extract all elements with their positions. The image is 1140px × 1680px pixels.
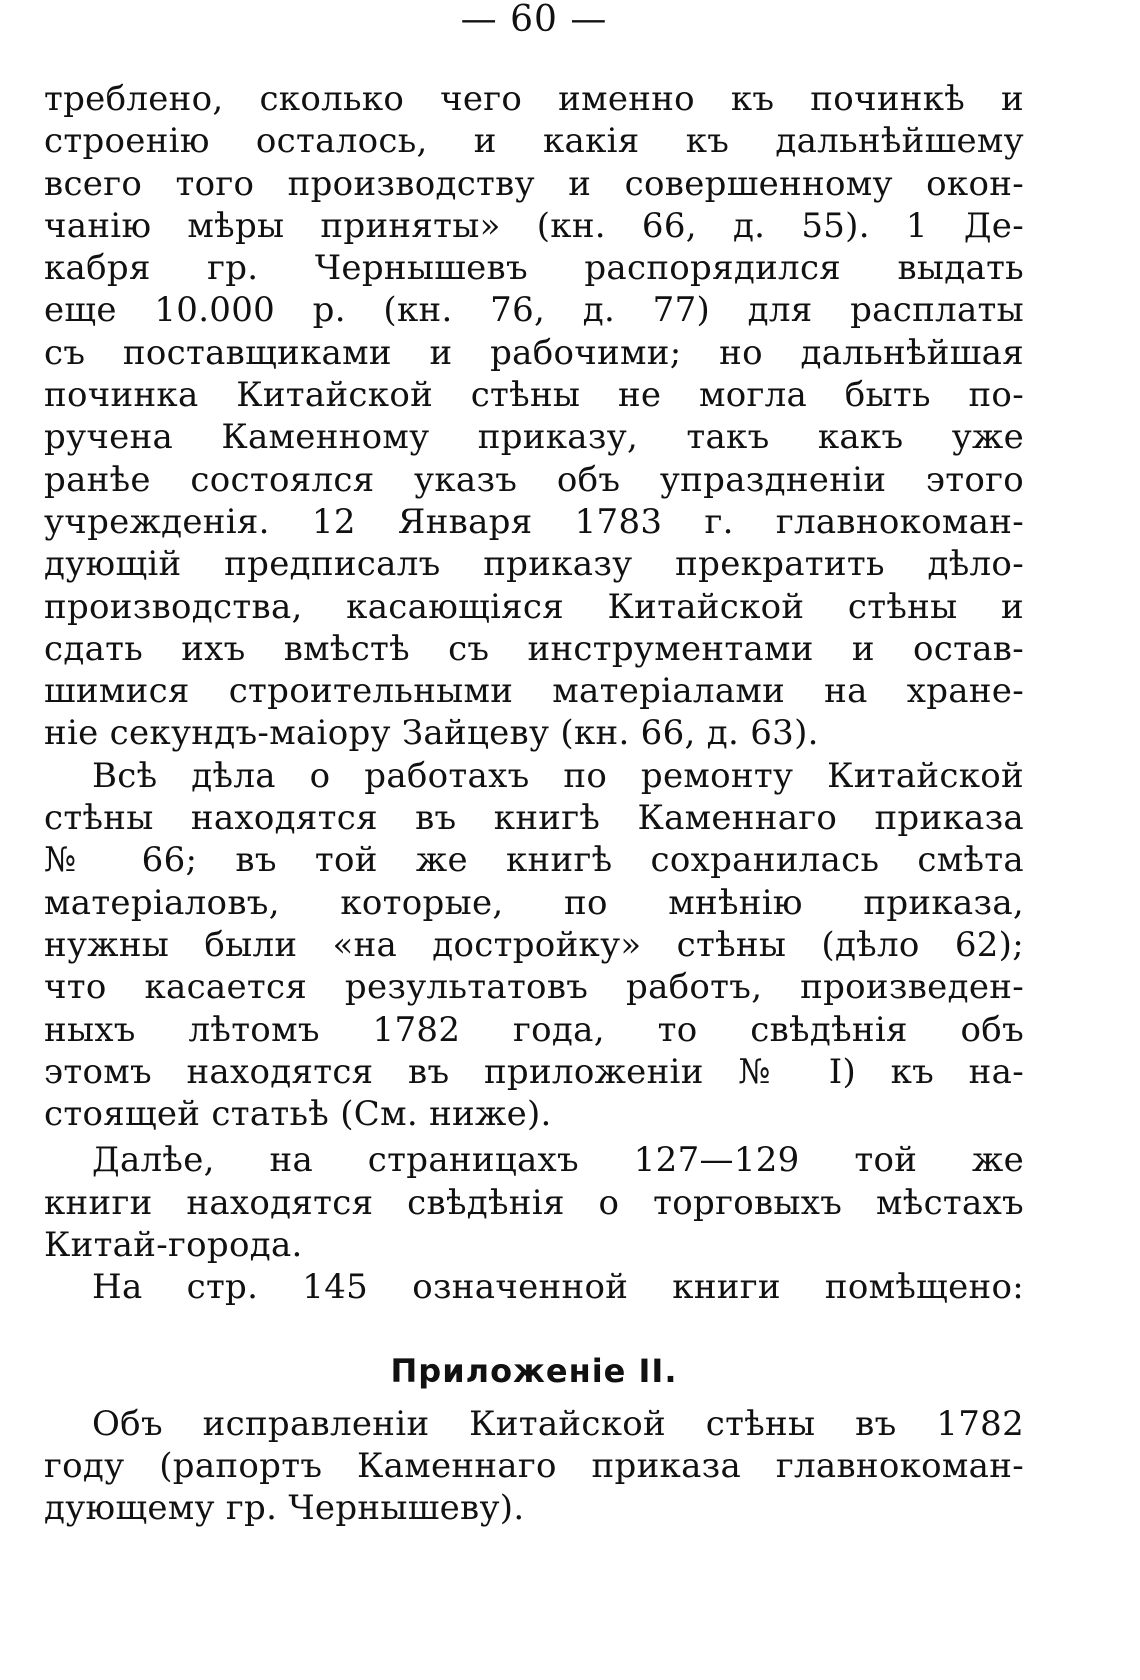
text-line: еще 10.000 р. (кн. 76, д. 77) для расплаты bbox=[44, 290, 1024, 331]
text-line: съ поставщиками и рабочими; но дальнѣйшая bbox=[44, 332, 1024, 373]
text-line: стѣны находятся въ книгѣ Каменнаго приказа bbox=[44, 798, 1024, 839]
paragraph bbox=[44, 755, 1024, 1136]
text-line: ранѣе состоялся указъ объ упраздненіи этого bbox=[44, 459, 1024, 500]
text-line: ныхъ лѣтомъ 1782 года, то свѣдѣнія объ bbox=[44, 1009, 1024, 1050]
appendix-heading: Приложеніе II. bbox=[390, 1351, 678, 1390]
text-line: треблено, сколько чего именно къ починкѣ и bbox=[44, 79, 1024, 119]
appendix-description bbox=[44, 1403, 1024, 1530]
text-line: книги находятся свѣдѣнія о торговыхъ мѣстахъ bbox=[44, 1182, 1024, 1223]
text-line: Далѣе, на страницахъ 127—129 той же bbox=[92, 1140, 1024, 1181]
text-line: строенію осталось, и какія къ дальнѣйшему bbox=[44, 121, 1024, 162]
text-line: производства, касающіяся Китайской стѣны и bbox=[44, 586, 1024, 627]
text-line: стоящей статьѣ (См. ниже). bbox=[44, 1094, 552, 1135]
text-line: матеріаловъ, которые, по мнѣнію приказа, bbox=[44, 882, 1024, 923]
paragraph bbox=[44, 1139, 1024, 1266]
text-line: дующему гр. Чернышеву). bbox=[44, 1488, 525, 1529]
book-page bbox=[44, 0, 1024, 1530]
text-line: На стр. 145 означенной книги помѣщено: bbox=[92, 1267, 1024, 1308]
text-line: году (рапортъ Каменнаго приказа главнокоман- bbox=[44, 1445, 1024, 1486]
text-line: всего того производству и совершенному окон- bbox=[44, 163, 1024, 204]
body-text bbox=[44, 78, 1024, 1309]
text-line: нужны были «на достройку» стѣны (дѣло 62); bbox=[44, 924, 1024, 965]
paragraph bbox=[44, 78, 1024, 755]
text-line: ніе секундъ-маіору Зайцеву (кн. 66, д. 63). bbox=[44, 713, 819, 754]
text-line: Китай-города. bbox=[44, 1225, 303, 1266]
text-line: дующій предписалъ приказу прекратить дѣло- bbox=[44, 544, 1024, 585]
text-line: этомъ находятся въ приложеніи № I) къ на- bbox=[44, 1051, 1024, 1092]
text-line: ручена Каменному приказу, такъ какъ уже bbox=[44, 417, 1024, 458]
text-line: починка Китайской стѣны не могла быть по- bbox=[44, 375, 1024, 416]
text-line: № 66; въ той же книгѣ сохранилась смѣта bbox=[44, 840, 1024, 881]
text-line: чанію мѣры приняты» (кн. 66, д. 55). 1 Де- bbox=[44, 205, 1024, 246]
text-line: учрежденія. 12 Января 1783 г. главнокоман- bbox=[44, 501, 1024, 542]
text-line: Всѣ дѣла о работахъ по ремонту Китайской bbox=[92, 755, 1024, 796]
text-line: сдать ихъ вмѣстѣ съ инструментами и остав- bbox=[44, 628, 1024, 669]
paragraph bbox=[44, 1266, 1024, 1308]
text-line: кабря гр. Чернышевъ распорядился выдать bbox=[44, 248, 1024, 289]
text-line: что касается результатовъ работъ, произведен- bbox=[44, 967, 1024, 1008]
page-number: — 60 — bbox=[460, 0, 608, 40]
text-line: шимися строительными матеріалами на хране- bbox=[44, 671, 1024, 712]
text-line: Объ исправленіи Китайской стѣны въ 1782 bbox=[92, 1403, 1024, 1444]
